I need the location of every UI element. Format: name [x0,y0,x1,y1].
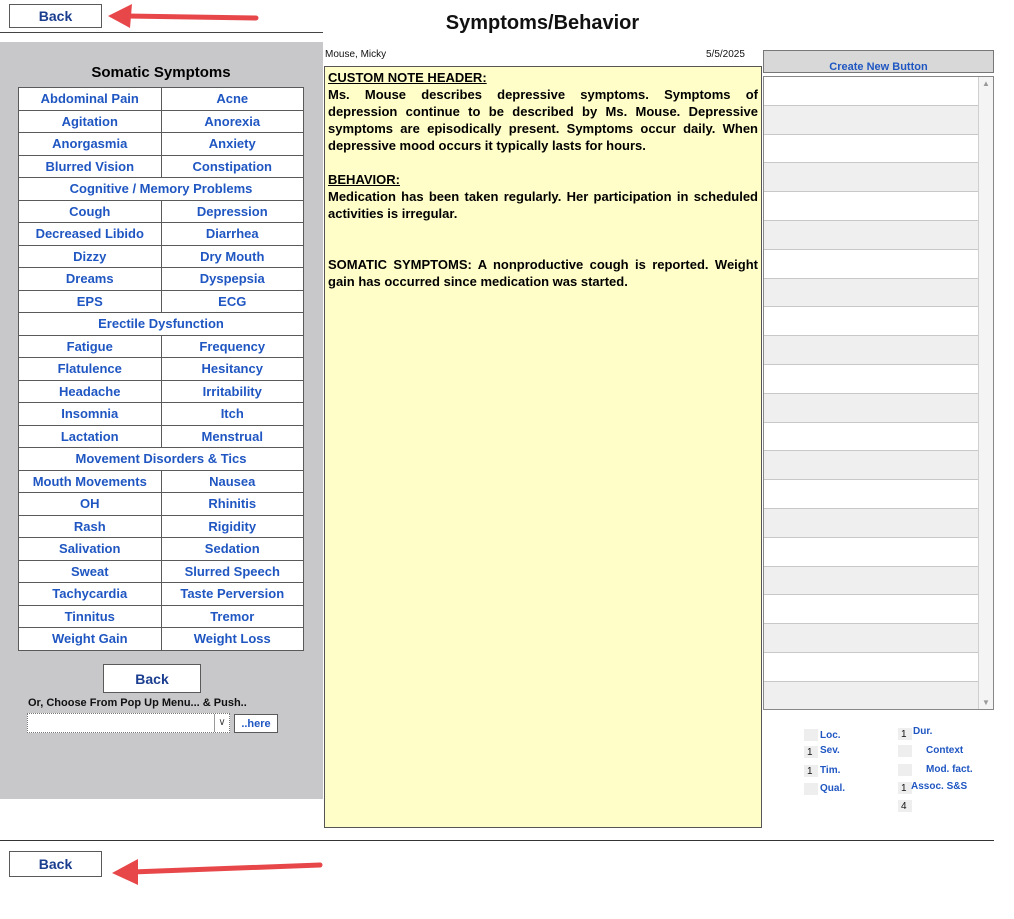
symptom-button[interactable]: Movement Disorders & Tics [18,447,304,471]
symptom-button[interactable]: Tachycardia [18,582,162,606]
symptom-button[interactable]: Acne [161,87,305,111]
create-new-button[interactable]: Create New Button [763,50,994,73]
symptom-row [18,582,303,605]
symptom-row [18,380,303,403]
symptom-row [18,605,303,628]
symptom-row [18,560,303,583]
top-divider [0,32,323,33]
back-button-middle[interactable]: Back [103,664,201,693]
total-count: 4 [901,801,907,812]
symptom-button[interactable]: Rigidity [161,515,305,539]
here-button[interactable]: ..here [234,714,278,733]
symptom-button[interactable]: Anorgasmia [18,132,162,156]
symptom-button[interactable]: Salivation [18,537,162,561]
symptom-button[interactable]: Sweat [18,560,162,584]
somatic-text: SOMATIC SYMPTOMS: A nonproductive cough is reported. Weight gain has occurred since medication was started. [328,257,758,289]
symptom-row [18,425,303,448]
bottom-divider [0,840,994,841]
symptom-button[interactable]: Abdominal Pain [18,87,162,111]
popup-menu-select[interactable] [27,713,230,733]
symptom-button[interactable]: Hesitancy [161,357,305,381]
symptom-button[interactable]: Dry Mouth [161,245,305,269]
list-item[interactable] [764,480,979,509]
patient-name: Mouse, Micky [325,49,387,60]
symptom-button[interactable]: Dizzy [18,245,162,269]
loc-label: Loc. [820,730,841,741]
symptom-button[interactable]: Taste Perversion [161,582,305,606]
symptom-row [18,222,303,245]
assoc-count: 1 [901,783,907,794]
symptom-button[interactable]: EPS [18,290,162,314]
symptom-button[interactable]: Depression [161,200,305,224]
qual-count-box [804,783,818,795]
symptom-button[interactable]: Mouth Movements [18,470,162,494]
list-item[interactable] [764,106,979,135]
mod-label: Mod. fact. [926,764,973,775]
scrollbar[interactable] [978,77,993,709]
symptom-row [18,267,303,290]
symptom-button[interactable]: Erectile Dysfunction [18,312,304,336]
page-title: Symptoms/Behavior [445,12,640,34]
symptom-button[interactable]: Fatigue [18,335,162,359]
symptom-row [18,132,303,155]
symptom-button[interactable]: Rash [18,515,162,539]
list-item[interactable] [764,538,979,567]
list-item[interactable] [764,221,979,250]
symptom-button[interactable]: Blurred Vision [18,155,162,179]
list-item[interactable] [764,163,979,192]
symptom-button[interactable]: Cognitive / Memory Problems [18,177,304,201]
list-item[interactable] [764,394,979,423]
list-item[interactable] [764,250,979,279]
symptom-button[interactable]: Anxiety [161,132,305,156]
symptom-row [18,335,303,358]
symptom-button[interactable]: Headache [18,380,162,404]
symptom-button[interactable]: Menstrual [161,425,305,449]
tim-label: Tim. [820,765,841,776]
context-count-box [898,745,912,757]
list-item[interactable] [764,336,979,365]
context-label: Context [926,745,964,756]
symptom-button[interactable]: Anorexia [161,110,305,134]
symptom-button[interactable]: Dreams [18,267,162,291]
list-item[interactable] [764,192,979,221]
symptom-button[interactable]: Lactation [18,425,162,449]
mod-count-box [898,764,912,776]
symptom-row [18,515,303,538]
symptom-button[interactable]: Diarrhea [161,222,305,246]
loc-count-box [804,729,818,741]
red-arrow-top [104,1,264,31]
symptom-row [18,245,303,268]
symptom-button[interactable]: Tremor [161,605,305,629]
symptom-button[interactable]: Nausea [161,470,305,494]
list-item[interactable] [764,423,979,452]
custom-buttons-list[interactable] [763,76,994,710]
back-button-top[interactable]: Back [9,4,102,28]
symptom-button[interactable]: ECG [161,290,305,314]
list-item[interactable] [764,682,979,710]
list-item[interactable] [764,77,979,106]
symptom-row [18,627,303,650]
symptom-button[interactable]: Itch [161,402,305,426]
list-item[interactable] [764,451,979,480]
symptom-row [18,402,303,425]
list-item[interactable] [764,624,979,653]
symptom-row [18,447,303,470]
symptom-button[interactable]: Rhinitis [161,492,305,516]
qual-label: Qual. [820,783,846,794]
list-item[interactable] [764,307,979,336]
red-arrow-bottom [108,851,328,887]
dur-label: Dur. [913,726,933,737]
back-button-bottom[interactable]: Back [9,851,102,877]
symptom-button[interactable]: Insomnia [18,402,162,426]
symptom-button[interactable]: Cough [18,200,162,224]
symptom-button[interactable]: OH [18,492,162,516]
assoc-label: Assoc. S&S [911,781,968,792]
symptom-button[interactable]: Irritability [161,380,305,404]
symptom-row [18,312,303,335]
behavior-text: Medication has been taken regularly. Her participation in scheduled activities is irregular. [328,189,758,221]
list-item[interactable] [764,365,979,394]
note-header-label: CUSTOM NOTE HEADER: [328,70,487,85]
symptom-row [18,87,303,110]
symptom-row [18,357,303,380]
list-item[interactable] [764,279,979,308]
symptom-button[interactable]: Tinnitus [18,605,162,629]
chevron-down-icon[interactable]: ∨ [214,714,229,732]
symptom-button[interactable]: Dyspepsia [161,267,305,291]
symptom-button[interactable]: Slurred Speech [161,560,305,584]
popup-menu-label: Or, Choose From Pop Up Menu... & Push.. [28,697,247,709]
dur-count: 1 [901,729,907,740]
note-text-area[interactable] [324,66,762,828]
symptom-row [18,290,303,313]
note-header-text: Ms. Mouse describes depressive symptoms. Symptoms of depression continue to be described by Ms. Mouse. Depressive symptoms are episodically present. Symptoms occur daily. When depressive mood occurs it typically lasts for hours. [328,87,758,153]
list-item[interactable] [764,595,979,624]
symptom-button[interactable]: Agitation [18,110,162,134]
tim-count: 1 [807,766,813,777]
symptom-grid [18,87,303,650]
list-item[interactable] [764,653,979,682]
symptom-row [18,200,303,223]
list-item[interactable] [764,509,979,538]
symptom-button[interactable]: Flatulence [18,357,162,381]
behavior-label: BEHAVIOR: [328,172,400,187]
sev-count: 1 [807,747,813,758]
symptom-button[interactable]: Decreased Libido [18,222,162,246]
symptom-row [18,470,303,493]
symptom-button[interactable]: Constipation [161,155,305,179]
symptom-button[interactable]: Weight Gain [18,627,162,651]
symptom-row [18,155,303,178]
symptom-row [18,177,303,200]
list-item[interactable] [764,567,979,596]
note-date: 5/5/2025 [706,49,745,60]
scroll-down-icon[interactable]: ▼ [982,698,990,707]
sev-label: Sev. [820,745,840,756]
list-item[interactable] [764,135,979,164]
scroll-up-icon[interactable]: ▲ [982,79,990,88]
symptom-button[interactable]: Weight Loss [161,627,305,651]
symptom-button[interactable]: Sedation [161,537,305,561]
symptom-button[interactable]: Frequency [161,335,305,359]
symptom-row [18,110,303,133]
somatic-symptoms-title: Somatic Symptoms [91,64,231,81]
symptom-row [18,492,303,515]
symptom-row [18,537,303,560]
